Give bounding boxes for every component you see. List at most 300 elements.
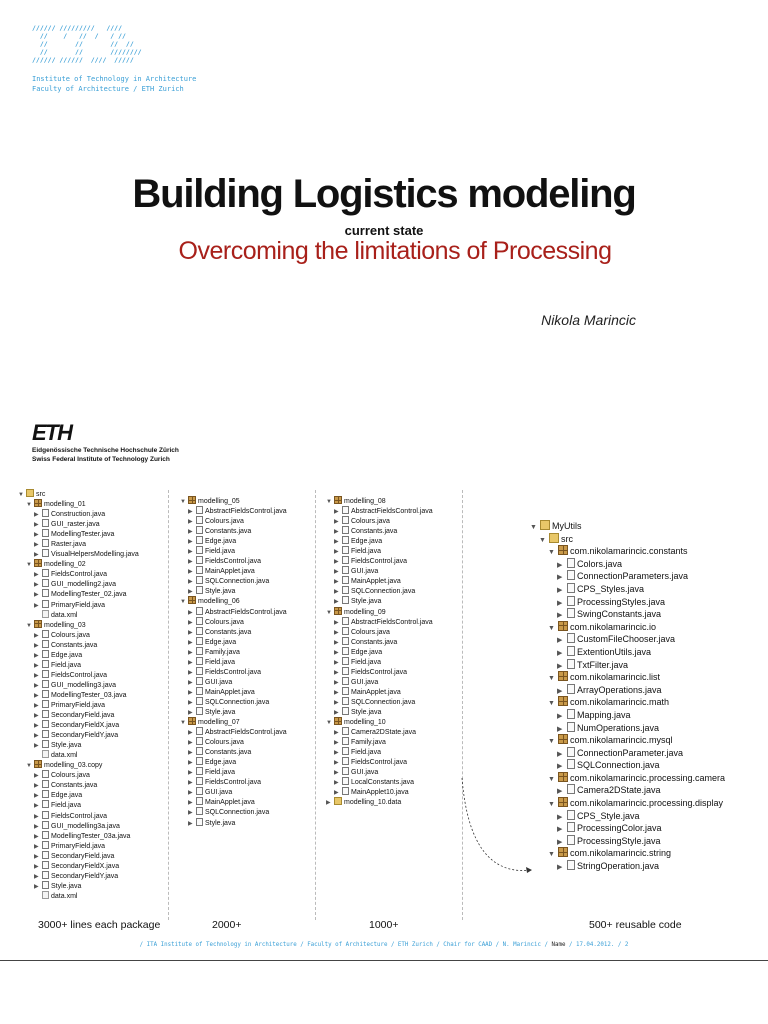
tree-file-row[interactable] [18,770,139,780]
collapsed-triangle-icon[interactable]: ▶ [188,709,193,716]
tree-file-row[interactable] [180,576,287,586]
java-file-icon [567,835,575,845]
tree-file-row[interactable] [530,835,725,848]
tree-package-row[interactable] [18,559,139,569]
tree-file-row[interactable] [180,546,287,556]
collapsed-triangle-icon[interactable]: ▶ [34,743,39,750]
collapsed-triangle-icon[interactable]: ▶ [34,672,39,679]
tree-file-row[interactable] [180,787,287,797]
tree-file-row[interactable] [180,586,287,596]
collapsed-triangle-icon[interactable]: ▶ [334,679,339,686]
tree-item-label: modelling_03 [44,621,86,629]
collapsed-triangle-icon[interactable]: ▶ [34,773,39,780]
expanded-triangle-icon[interactable]: ▼ [548,801,555,809]
tree-file-row[interactable] [530,646,725,659]
expanded-triangle-icon[interactable]: ▼ [18,492,24,498]
tree-file-row[interactable] [18,640,139,650]
tree-item-label: Constants.java [351,528,398,536]
tree-folder-row[interactable] [530,533,725,546]
tree-file-row[interactable] [18,790,139,800]
tree-file-row[interactable] [530,583,725,596]
tree-file-row[interactable] [180,657,287,667]
tree-file-row[interactable] [18,861,139,871]
collapsed-triangle-icon[interactable]: ▶ [188,529,193,536]
tree-file-row[interactable] [18,539,139,549]
tree-package-row[interactable] [18,499,139,509]
collapsed-triangle-icon[interactable]: ▶ [334,599,339,606]
collapsed-triangle-icon[interactable]: ▶ [34,662,39,669]
collapsed-triangle-icon[interactable]: ▶ [334,659,339,666]
tree-file-row[interactable] [326,576,433,586]
expanded-triangle-icon[interactable]: ▼ [548,624,555,632]
collapsed-triangle-icon[interactable]: ▶ [334,750,339,757]
tree-file-row[interactable] [18,549,139,559]
collapsed-triangle-icon[interactable]: ▶ [334,669,339,676]
tree-file-row[interactable] [326,516,433,526]
expanded-triangle-icon[interactable]: ▼ [548,851,555,859]
tree-package-row[interactable] [326,717,433,727]
collapsed-triangle-icon[interactable]: ▶ [34,642,39,649]
eth-english-name: Swiss Federal Institute of Technology Zurich [32,456,170,463]
java-file-icon [42,519,49,527]
collapsed-triangle-icon[interactable]: ▶ [188,699,193,706]
tree-file-row[interactable] [530,659,725,672]
collapsed-triangle-icon[interactable]: ▶ [334,529,339,536]
tree-file-row[interactable] [180,506,287,516]
collapsed-triangle-icon[interactable]: ▶ [34,883,39,890]
java-file-icon [196,818,203,826]
tree-file-row[interactable] [18,891,139,901]
tree-file-row[interactable] [326,536,433,546]
collapsed-triangle-icon[interactable]: ▶ [334,629,339,636]
collapsed-triangle-icon[interactable]: ▶ [334,619,339,626]
tree-file-row[interactable] [18,569,139,579]
collapsed-triangle-icon[interactable]: ▶ [334,559,339,566]
tree-folder-row[interactable] [326,797,433,807]
tree-file-row[interactable] [326,546,433,556]
tree-file-row[interactable] [180,516,287,526]
tree-file-row[interactable] [326,526,433,536]
collapsed-triangle-icon[interactable]: ▶ [34,532,39,539]
expanded-triangle-icon[interactable]: ▼ [26,622,32,629]
tree-file-row[interactable] [180,818,287,828]
collapsed-triangle-icon[interactable]: ▶ [334,790,339,797]
tree-file-row[interactable] [18,881,139,891]
collapsed-triangle-icon[interactable]: ▶ [188,669,193,676]
collapsed-triangle-icon[interactable]: ▶ [557,637,563,645]
collapsed-triangle-icon[interactable]: ▶ [188,539,193,546]
collapsed-triangle-icon[interactable]: ▶ [188,800,193,807]
tree-file-row[interactable] [326,747,433,757]
tree-file-row[interactable] [530,570,725,583]
tree-file-row[interactable] [180,687,287,697]
tree-file-row[interactable] [180,617,287,627]
collapsed-triangle-icon[interactable]: ▶ [188,589,193,596]
expanded-triangle-icon[interactable]: ▼ [548,549,555,557]
tree-file-row[interactable] [180,627,287,637]
tree-file-row[interactable] [530,822,725,835]
collapsed-triangle-icon[interactable]: ▶ [334,730,339,737]
java-file-icon [42,871,49,879]
tree-file-row[interactable] [18,800,139,810]
tree-item-label: modelling_06 [198,598,240,606]
caption-500-reusable: 500+ reusable code [589,919,682,931]
collapsed-triangle-icon[interactable]: ▶ [334,689,339,696]
collapsed-triangle-icon[interactable]: ▶ [34,803,39,810]
collapsed-triangle-icon[interactable]: ▶ [34,713,39,720]
tree-file-row[interactable] [530,596,725,609]
collapsed-triangle-icon[interactable]: ▶ [557,864,563,872]
tree-file-row[interactable] [18,871,139,881]
java-file-icon [196,566,203,574]
tree-file-row[interactable] [180,566,287,576]
tree-file-row[interactable] [326,777,433,787]
collapsed-triangle-icon[interactable]: ▶ [34,843,39,850]
collapsed-triangle-icon[interactable]: ▶ [557,612,563,620]
tree-file-row[interactable] [18,660,139,670]
tree-file-row[interactable] [18,720,139,730]
tree-item-label: GUI_modelling2.java [51,581,116,589]
author-name: Nikola Marincic [541,312,636,328]
tree-file-row[interactable] [180,727,287,737]
expanded-triangle-icon[interactable]: ▼ [548,775,555,783]
tree-file-row[interactable] [530,558,725,571]
java-file-icon [196,576,203,584]
tree-file-row[interactable] [18,690,139,700]
tree-file-row[interactable] [530,747,725,760]
collapsed-triangle-icon[interactable]: ▶ [557,750,563,758]
tree-item-label: modelling_07 [198,719,240,727]
package-tree-3 [326,496,433,807]
tree-file-row[interactable] [18,821,139,831]
tree-package-row[interactable] [530,847,725,860]
tree-file-row[interactable] [326,737,433,747]
collapsed-triangle-icon[interactable]: ▶ [34,512,39,519]
collapsed-triangle-icon[interactable]: ▶ [188,629,193,636]
tree-file-row[interactable] [180,637,287,647]
collapsed-triangle-icon[interactable]: ▶ [34,572,39,579]
collapsed-triangle-icon[interactable]: ▶ [188,810,193,817]
tree-file-row[interactable] [180,677,287,687]
tree-file-row[interactable] [18,851,139,861]
tree-package-row[interactable] [326,496,433,506]
collapsed-triangle-icon[interactable]: ▶ [334,639,339,646]
expanded-triangle-icon[interactable]: ▼ [26,562,32,569]
collapsed-triangle-icon[interactable]: ▶ [34,723,39,730]
tree-item-label: ProcessingStyles.java [577,596,666,607]
collapsed-triangle-icon[interactable]: ▶ [34,873,39,880]
collapsed-triangle-icon[interactable]: ▶ [34,692,39,699]
tree-file-row[interactable] [326,617,433,627]
collapsed-triangle-icon[interactable]: ▶ [334,760,339,767]
expanded-triangle-icon[interactable]: ▼ [326,720,332,727]
tree-item-label: Mapping.java [577,709,631,720]
tree-item-label: GUI.java [205,789,233,797]
collapsed-triangle-icon[interactable]: ▶ [188,649,193,656]
tree-package-row[interactable] [180,596,287,606]
collapsed-triangle-icon[interactable]: ▶ [326,800,331,807]
tree-file-row[interactable] [180,607,287,617]
collapsed-triangle-icon[interactable]: ▶ [188,519,193,526]
tree-file-row[interactable] [530,684,725,697]
tree-file-row[interactable] [18,831,139,841]
collapsed-triangle-icon[interactable]: ▶ [557,788,563,796]
tree-file-row[interactable] [18,730,139,740]
tree-file-row[interactable] [18,841,139,851]
expanded-triangle-icon[interactable]: ▼ [180,499,186,505]
tree-file-row[interactable] [326,697,433,707]
tree-file-row[interactable] [180,757,287,767]
tree-file-row[interactable] [326,787,433,797]
tree-file-row[interactable] [326,727,433,737]
collapsed-triangle-icon[interactable]: ▶ [188,509,193,516]
tree-item-label: FieldsControl.java [205,779,262,787]
tree-package-row[interactable] [18,760,139,770]
tree-package-row[interactable] [326,607,433,617]
tree-file-row[interactable] [530,810,725,823]
tree-file-row[interactable] [326,657,433,667]
tree-file-row[interactable] [326,647,433,657]
tree-file-row[interactable] [18,710,139,720]
java-file-icon [196,667,203,675]
tree-file-row[interactable] [18,509,139,519]
tree-file-row[interactable] [18,740,139,750]
collapsed-triangle-icon[interactable]: ▶ [188,619,193,626]
java-file-icon [342,546,349,554]
tree-file-row[interactable] [18,780,139,790]
tree-file-row[interactable] [180,767,287,777]
collapsed-triangle-icon[interactable]: ▶ [557,599,563,607]
collapsed-triangle-icon[interactable]: ▶ [188,790,193,797]
tree-file-row[interactable] [530,722,725,735]
expanded-triangle-icon[interactable]: ▼ [548,738,555,746]
collapsed-triangle-icon[interactable]: ▶ [34,823,39,830]
tree-file-row[interactable] [18,519,139,529]
collapsed-triangle-icon[interactable]: ▶ [34,783,39,790]
tree-file-row[interactable] [530,860,725,873]
tree-file-row[interactable] [18,610,139,620]
collapsed-triangle-icon[interactable]: ▶ [188,559,193,566]
tree-file-row[interactable] [18,680,139,690]
collapsed-triangle-icon[interactable]: ▶ [188,659,193,666]
tree-package-row[interactable] [18,620,139,630]
expanded-triangle-icon[interactable]: ▼ [326,609,332,616]
collapsed-triangle-icon[interactable]: ▶ [34,682,39,689]
tree-file-row[interactable] [326,757,433,767]
java-file-icon [342,727,349,735]
tree-package-row[interactable] [530,734,725,747]
tree-file-row[interactable] [180,667,287,677]
collapsed-triangle-icon[interactable]: ▶ [188,770,193,777]
collapsed-triangle-icon[interactable]: ▶ [34,602,39,609]
java-file-icon [196,647,203,655]
tree-file-row[interactable] [530,709,725,722]
tree-file-row[interactable] [18,811,139,821]
collapsed-triangle-icon[interactable]: ▶ [557,574,563,582]
collapsed-triangle-icon[interactable]: ▶ [34,833,39,840]
collapsed-triangle-icon[interactable]: ▶ [34,853,39,860]
collapsed-triangle-icon[interactable]: ▶ [334,519,339,526]
collapsed-triangle-icon[interactable]: ▶ [334,549,339,556]
collapsed-triangle-icon[interactable]: ▶ [188,579,193,586]
expanded-triangle-icon[interactable]: ▼ [548,675,555,683]
collapsed-triangle-icon[interactable]: ▶ [34,542,39,549]
java-file-icon [196,516,203,524]
tree-file-row[interactable] [326,556,433,566]
collapsed-triangle-icon[interactable]: ▶ [188,750,193,757]
tree-item-label: Edge.java [51,651,83,659]
tree-file-row[interactable] [180,777,287,787]
tree-item-label: StringOperation.java [577,861,660,872]
tree-file-row[interactable] [326,637,433,647]
collapsed-triangle-icon[interactable]: ▶ [34,652,39,659]
tree-file-row[interactable] [180,556,287,566]
tree-package-row[interactable] [530,772,725,785]
tree-package-row[interactable] [180,496,287,506]
collapsed-triangle-icon[interactable]: ▶ [334,699,339,706]
collapsed-triangle-icon[interactable]: ▶ [557,586,563,594]
collapsed-triangle-icon[interactable]: ▶ [557,662,563,670]
collapsed-triangle-icon[interactable]: ▶ [334,579,339,586]
collapsed-triangle-icon[interactable]: ▶ [557,649,563,657]
tree-folder-row[interactable] [18,489,139,499]
collapsed-triangle-icon[interactable]: ▶ [334,569,339,576]
tree-file-row[interactable] [18,750,139,760]
tree-item-label: Edge.java [351,538,383,546]
expanded-triangle-icon[interactable]: ▼ [26,763,32,770]
collapsed-triangle-icon[interactable]: ▶ [334,740,339,747]
collapsed-triangle-icon[interactable]: ▶ [34,552,39,559]
tree-item-label: GUI.java [351,769,379,777]
collapsed-triangle-icon[interactable]: ▶ [188,689,193,696]
tree-item-label: GUI.java [351,678,379,686]
tree-file-row[interactable] [530,759,725,772]
tree-file-row[interactable] [326,596,433,606]
tree-file-row[interactable] [18,579,139,589]
package-icon [558,847,568,857]
collapsed-triangle-icon[interactable]: ▶ [188,740,193,747]
tree-file-row[interactable] [530,784,725,797]
package-icon [334,717,342,725]
java-file-icon [42,589,49,597]
collapsed-triangle-icon[interactable]: ▶ [34,592,39,599]
tree-file-row[interactable] [180,807,287,817]
expanded-triangle-icon[interactable]: ▼ [180,599,186,606]
java-file-icon [196,737,203,745]
collapsed-triangle-icon[interactable]: ▶ [334,780,339,787]
tree-package-row[interactable] [530,696,725,709]
collapsed-triangle-icon[interactable]: ▶ [34,813,39,820]
tree-file-row[interactable] [180,697,287,707]
collapsed-triangle-icon[interactable]: ▶ [188,609,193,616]
collapsed-triangle-icon[interactable]: ▶ [334,649,339,656]
tree-file-row[interactable] [326,506,433,516]
collapsed-triangle-icon[interactable]: ▶ [188,679,193,686]
tree-file-row[interactable] [326,566,433,576]
tree-file-row[interactable] [180,707,287,717]
collapsed-triangle-icon[interactable]: ▶ [557,826,563,834]
tree-file-row[interactable] [18,529,139,539]
tree-file-row[interactable] [530,608,725,621]
collapsed-triangle-icon[interactable]: ▶ [188,639,193,646]
collapsed-triangle-icon[interactable]: ▶ [334,539,339,546]
expanded-triangle-icon[interactable]: ▼ [530,524,537,531]
collapsed-triangle-icon[interactable]: ▶ [34,793,39,800]
expanded-triangle-icon[interactable]: ▼ [26,502,32,509]
tree-file-row[interactable] [326,707,433,717]
collapsed-triangle-icon[interactable]: ▶ [34,863,39,870]
tree-file-row[interactable] [326,677,433,687]
tree-file-row[interactable] [180,737,287,747]
tree-file-row[interactable] [18,600,139,610]
tree-file-row[interactable] [18,700,139,710]
expanded-triangle-icon[interactable]: ▼ [548,700,555,708]
collapsed-triangle-icon[interactable]: ▶ [188,820,193,827]
tree-file-row[interactable] [180,647,287,657]
java-file-icon [567,596,575,606]
tree-file-row[interactable] [18,589,139,599]
collapsed-triangle-icon[interactable]: ▶ [34,702,39,709]
tree-file-row[interactable] [326,687,433,697]
tree-package-row[interactable] [180,717,287,727]
tree-file-row[interactable] [180,747,287,757]
collapsed-triangle-icon[interactable]: ▶ [557,763,563,771]
tree-package-row[interactable] [530,671,725,684]
tree-package-row[interactable] [530,797,725,810]
tree-file-row[interactable] [18,630,139,640]
tree-file-row[interactable] [18,670,139,680]
collapsed-triangle-icon[interactable]: ▶ [188,760,193,767]
tree-file-row[interactable] [180,526,287,536]
tree-folder-row[interactable] [530,520,725,533]
collapsed-triangle-icon[interactable]: ▶ [188,730,193,737]
collapsed-triangle-icon[interactable]: ▶ [34,522,39,529]
collapsed-triangle-icon[interactable]: ▶ [334,589,339,596]
tree-package-row[interactable] [530,545,725,558]
tree-file-row[interactable] [530,633,725,646]
expanded-triangle-icon[interactable]: ▼ [180,720,186,727]
collapsed-triangle-icon[interactable]: ▶ [557,813,563,821]
collapsed-triangle-icon[interactable]: ▶ [34,582,39,589]
tree-item-label: SecondaryFieldX.java [51,722,120,730]
expanded-triangle-icon[interactable]: ▼ [326,499,332,505]
collapsed-triangle-icon[interactable]: ▶ [334,509,339,516]
java-file-icon [567,646,575,656]
tree-file-row[interactable] [180,797,287,807]
collapsed-triangle-icon[interactable]: ▶ [334,770,339,777]
tree-file-row[interactable] [326,627,433,637]
tree-file-row[interactable] [326,767,433,777]
collapsed-triangle-icon[interactable]: ▶ [557,712,563,720]
collapsed-triangle-icon[interactable]: ▶ [188,780,193,787]
collapsed-triangle-icon[interactable]: ▶ [557,725,563,733]
collapsed-triangle-icon[interactable]: ▶ [557,561,563,569]
collapsed-triangle-icon[interactable]: ▶ [188,569,193,576]
tree-file-row[interactable] [180,536,287,546]
tree-package-row[interactable] [530,621,725,634]
collapsed-triangle-icon[interactable]: ▶ [34,632,39,639]
tree-item-label: FieldsControl.java [51,571,108,579]
collapsed-triangle-icon[interactable]: ▶ [34,733,39,740]
collapsed-triangle-icon[interactable]: ▶ [188,549,193,556]
collapsed-triangle-icon[interactable]: ▶ [557,838,563,846]
collapsed-triangle-icon[interactable]: ▶ [334,709,339,716]
tree-file-row[interactable] [18,650,139,660]
tree-file-row[interactable] [326,586,433,596]
tree-file-row[interactable] [326,667,433,677]
collapsed-triangle-icon[interactable]: ▶ [557,687,563,695]
expanded-triangle-icon[interactable]: ▼ [539,536,546,544]
